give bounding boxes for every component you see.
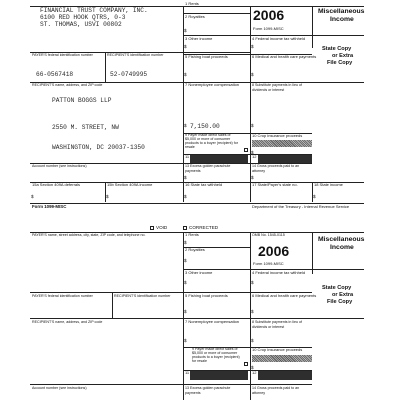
box1-label: 1 Rents <box>185 1 199 6</box>
box7-label: 7 Nonemployee compensation <box>185 82 240 87</box>
dollar-sign: $ <box>184 240 187 245</box>
corrected-checkbox[interactable] <box>183 226 187 230</box>
recipient-city-line: WASHINGTON, DC 20037-1350 <box>52 144 145 151</box>
dollar-sign: $ <box>184 28 187 33</box>
dollar-sign: $ <box>251 309 254 314</box>
box13-label: 13 Excess golden parachute payments <box>185 386 231 395</box>
tax-year: 2006 <box>253 7 285 23</box>
divider <box>312 232 313 274</box>
recipient-name-label: RECIPIENT'S name, address, and ZIP code <box>32 320 103 324</box>
form-title-line2: Income <box>330 16 354 23</box>
void-checkbox[interactable] <box>150 226 154 230</box>
copy-label-line1: State Copy <box>322 285 352 291</box>
box9-label: 9 Payer made direct sales of $5,000 or more of consumer products to a buyer (recipient) for resale <box>192 347 240 363</box>
dollar-sign: $ <box>184 175 187 180</box>
divider <box>112 292 113 318</box>
dollar-sign: $ <box>251 280 254 285</box>
copy-label-line2: or Extra <box>332 292 354 298</box>
box11-label: 11 <box>185 154 190 159</box>
box8-label: 8 Substitute payments in lieu of dividends or interest <box>252 83 302 92</box>
account-label: Account number (see instructions) <box>32 164 87 168</box>
dollar-sign: $ <box>184 280 187 285</box>
divider <box>30 384 312 385</box>
copy-label-line2: or Extra <box>332 53 354 59</box>
box18-label: 18 State income <box>314 182 343 187</box>
box9-checkbox[interactable] <box>244 148 248 152</box>
dollar-sign: $ <box>184 194 187 199</box>
box6-label: 6 Medical and health care payments <box>252 54 317 59</box>
dollar-sign: $ <box>184 309 187 314</box>
footer-form-name: Form 1099-MISC <box>32 204 67 209</box>
dollar-sign: $ <box>251 365 254 370</box>
payer-name-line: FINANCIAL TRUST COMPANY, INC. <box>40 7 148 14</box>
divider <box>105 52 106 82</box>
divider <box>312 182 313 202</box>
form-title-line2: Income <box>330 244 354 251</box>
box4-label: 4 Federal income tax withheld <box>252 270 306 275</box>
box17-label: 17 State/Payer's state no. <box>252 182 298 187</box>
box13-label: 13 Excess golden parachute payments <box>185 164 231 173</box>
shaded-box12 <box>258 155 312 163</box>
shaded-area <box>252 355 312 362</box>
copy-label-line1: State Copy <box>322 46 352 52</box>
recipient-id-label: RECIPIENT'S identification number <box>114 294 171 298</box>
box7-value: 7,150.00 <box>190 123 220 130</box>
recipient-id-label: RECIPIENT'S identification number <box>107 53 164 57</box>
divider <box>105 182 106 202</box>
dollar-sign: $ <box>251 338 254 343</box>
payer-city-line: ST. THOMAS, USVI 00802 <box>40 21 122 28</box>
payer-id-value: 66-0567418 <box>36 71 74 78</box>
divider <box>250 6 251 186</box>
shaded-box11 <box>190 371 248 380</box>
payer-id-label: PAYER'S federal identification number <box>32 53 93 57</box>
box9-checkbox[interactable] <box>244 362 248 366</box>
copy-label-line3: File Copy <box>327 60 353 66</box>
copy-label-line3: File Copy <box>327 299 353 305</box>
box15a-label: 15a Section 409A deferrals <box>32 182 81 187</box>
box10-label: 10 Crop insurance proceeds <box>252 133 303 138</box>
box11-label: 11 <box>185 370 190 375</box>
corrected-label: CORRECTED <box>189 225 219 230</box>
payer-name-label: PAYER'S name, street address, city, state, ZIP code, and telephone no. <box>32 233 146 237</box>
dollar-sign: $ <box>184 44 187 49</box>
box4-label: 4 Federal income tax withheld <box>252 36 306 41</box>
divider <box>183 182 184 202</box>
box1-label: 1 Rents <box>185 232 199 237</box>
divider <box>250 182 251 202</box>
box2-label: 2 Royalties <box>185 14 205 19</box>
divider <box>183 6 184 186</box>
form-name: Form 1099-MISC <box>253 261 284 266</box>
dollar-sign: $ <box>313 194 316 199</box>
dollar-sign: $ <box>251 72 254 77</box>
omb-number: OMB No. 1545-0115 <box>252 233 285 237</box>
box14-label: 14 Gross proceeds paid to an attorney <box>252 164 300 173</box>
recipient-name-label: RECIPIENT'S name, address, and ZIP code <box>32 83 103 87</box>
box8-label: 8 Substitute payments in lieu of dividends or interest <box>252 320 302 329</box>
box16-label: 16 State tax withheld <box>185 182 223 187</box>
box5-label: 5 Fishing boat proceeds <box>185 54 228 59</box>
box9-label: 9 Payer made direct sales of $5,000 or more of consumer products to a buyer (recipient) for resale <box>185 133 238 149</box>
payer-id-label: PAYER'S federal identification number <box>32 294 93 298</box>
dollar-sign: $ <box>184 338 187 343</box>
dollar-sign: $ <box>251 150 254 155</box>
divider <box>250 232 251 400</box>
box6-label: 6 Medical and health care payments <box>252 293 317 298</box>
recipient-street-line: 2550 M. STREET, NW <box>52 124 119 131</box>
shaded-box11 <box>190 155 248 163</box>
tax-year: 2006 <box>258 243 290 259</box>
box7-label: 7 Nonemployee compensation <box>185 319 240 324</box>
box2-label: 2 Royalties <box>185 247 205 252</box>
form-title-line1: Miscellaneous <box>318 236 365 243</box>
divider <box>312 6 313 48</box>
dollar-sign: $ <box>184 72 187 77</box>
recipient-name-line: PATTON BOGGS LLP <box>52 97 112 104</box>
form-title-line1: Miscellaneous <box>318 8 365 15</box>
shaded-box12 <box>258 371 312 380</box>
box3-label: 3 Other income <box>185 270 213 275</box>
payer-street-line: 6100 RED HOOK QTRS, 0-3 <box>40 14 126 21</box>
dollar-sign: $ <box>251 123 254 128</box>
shaded-area <box>252 140 312 147</box>
dollar-sign: $ <box>251 44 254 49</box>
box5-label: 5 Fishing boat proceeds <box>185 293 228 298</box>
box12-label: 12 <box>252 370 257 375</box>
dollar-sign: $ <box>106 194 109 199</box>
box10-label: 10 Crop insurance proceeds <box>252 347 303 352</box>
box14-label: 14 Gross proceeds paid to an attorney <box>252 386 300 395</box>
box15b-label: 15b Section 409A income <box>107 182 153 187</box>
dollar-sign: $ <box>31 194 34 199</box>
form-name: Form 1099-MISC <box>253 26 284 31</box>
box3-label: 3 Other income <box>185 36 213 41</box>
dollar-sign: $ <box>251 175 254 180</box>
dollar-sign: $ <box>184 123 187 128</box>
account-label: Account number (see instructions) <box>32 386 87 390</box>
void-label: VOID <box>156 225 168 230</box>
dollar-sign: $ <box>184 258 187 263</box>
footer-department: Department of the Treasury - Internal Revenue Service <box>252 204 350 209</box>
box12-label: 12 <box>252 154 257 159</box>
recipient-id-value: 52-0749995 <box>110 71 148 78</box>
